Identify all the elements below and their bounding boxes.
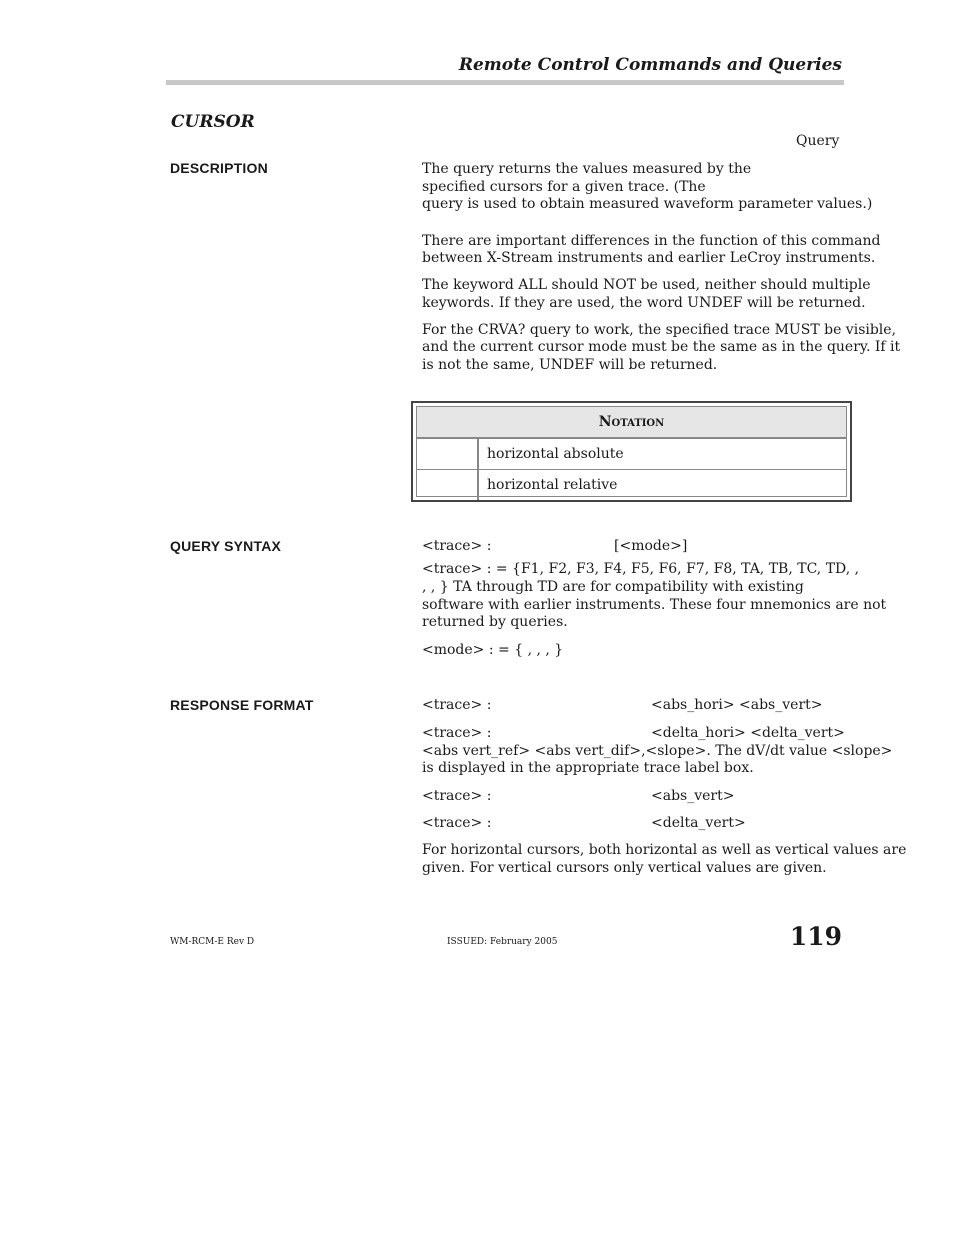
description-line: For the CRVA? query to work, the specified trace MUST be visible,	[422, 322, 897, 338]
header-rule	[166, 80, 844, 85]
description-line: keywords. If they are used, the word UNDEF will be returned.	[422, 295, 866, 311]
notation-table-header: Notation	[417, 407, 846, 439]
query-syntax-line: <trace> : = {F1, F2, F3, F4, F5, F6, F7, F8, TA, TB, TC, TD, ,	[422, 561, 860, 577]
command-type-tag: Query	[796, 133, 840, 149]
notation-row	[417, 470, 846, 500]
description-line: The keyword ALL should NOT be used, neither should multiple	[422, 277, 871, 293]
query-syntax-line: , , } TA through TD are for compatibility with existing	[422, 579, 804, 595]
response-line: <trace> :	[422, 788, 492, 804]
footer-issued-date: ISSUED: February 2005	[447, 937, 558, 947]
notation-key-cell	[417, 470, 479, 500]
response-line: <trace> :	[422, 697, 492, 713]
description-line: query is used to obtain measured waveform parameter values.)	[422, 196, 873, 212]
response-line: <trace> :	[422, 815, 492, 831]
description-line: is not the same, UNDEF will be returned.	[422, 357, 718, 373]
query-syntax-label: QUERY SYNTAX	[170, 538, 282, 554]
response-value: <abs_vert>	[651, 788, 735, 804]
response-line: <trace> :	[422, 725, 492, 741]
response-note: given. For vertical cursors only vertical values are given.	[422, 860, 827, 876]
notation-value-cell: horizontal relative	[487, 477, 618, 493]
notation-value-cell: horizontal absolute	[487, 446, 624, 462]
response-value: <delta_vert>	[651, 815, 746, 831]
section-title: CURSOR	[171, 112, 255, 132]
response-line: is displayed in the appropriate trace label box.	[422, 760, 754, 776]
description-line: and the current cursor mode must be the same as in the query. If it	[422, 339, 901, 355]
notation-key-cell	[417, 439, 479, 469]
description-line: There are important differences in the function of this command	[422, 233, 881, 249]
notation-row	[417, 439, 846, 470]
description-label: DESCRIPTION	[170, 160, 268, 176]
notation-table	[411, 401, 852, 502]
query-syntax-line: software with earlier instruments. These four mnemonics are not	[422, 597, 887, 613]
query-syntax-mode: [<mode>]	[614, 538, 688, 554]
response-value: <delta_hori> <delta_vert>	[651, 725, 845, 741]
description-line: The query returns the values measured by the	[422, 161, 752, 177]
description-line: specified cursors for a given trace. (The	[422, 179, 706, 195]
response-line: <abs vert_ref> <abs vert_dif>,<slope>. The dV/dt value <slope>	[422, 743, 893, 759]
response-note: For horizontal cursors, both horizontal as well as vertical values are	[422, 842, 907, 858]
query-syntax-line: <mode> : = { , , , }	[422, 642, 564, 658]
page-number: 119	[789, 922, 842, 951]
running-header-title: Remote Control Commands and Queries	[458, 55, 842, 75]
description-line: between X-Stream instruments and earlier LeCroy instruments.	[422, 250, 876, 266]
query-syntax-line: returned by queries.	[422, 614, 568, 630]
footer-doc-id: WM-RCM-E Rev D	[170, 937, 255, 947]
response-value: <abs_hori> <abs_vert>	[651, 697, 823, 713]
query-syntax-line: <trace> :	[422, 538, 492, 554]
response-format-label: RESPONSE FORMAT	[170, 697, 314, 713]
